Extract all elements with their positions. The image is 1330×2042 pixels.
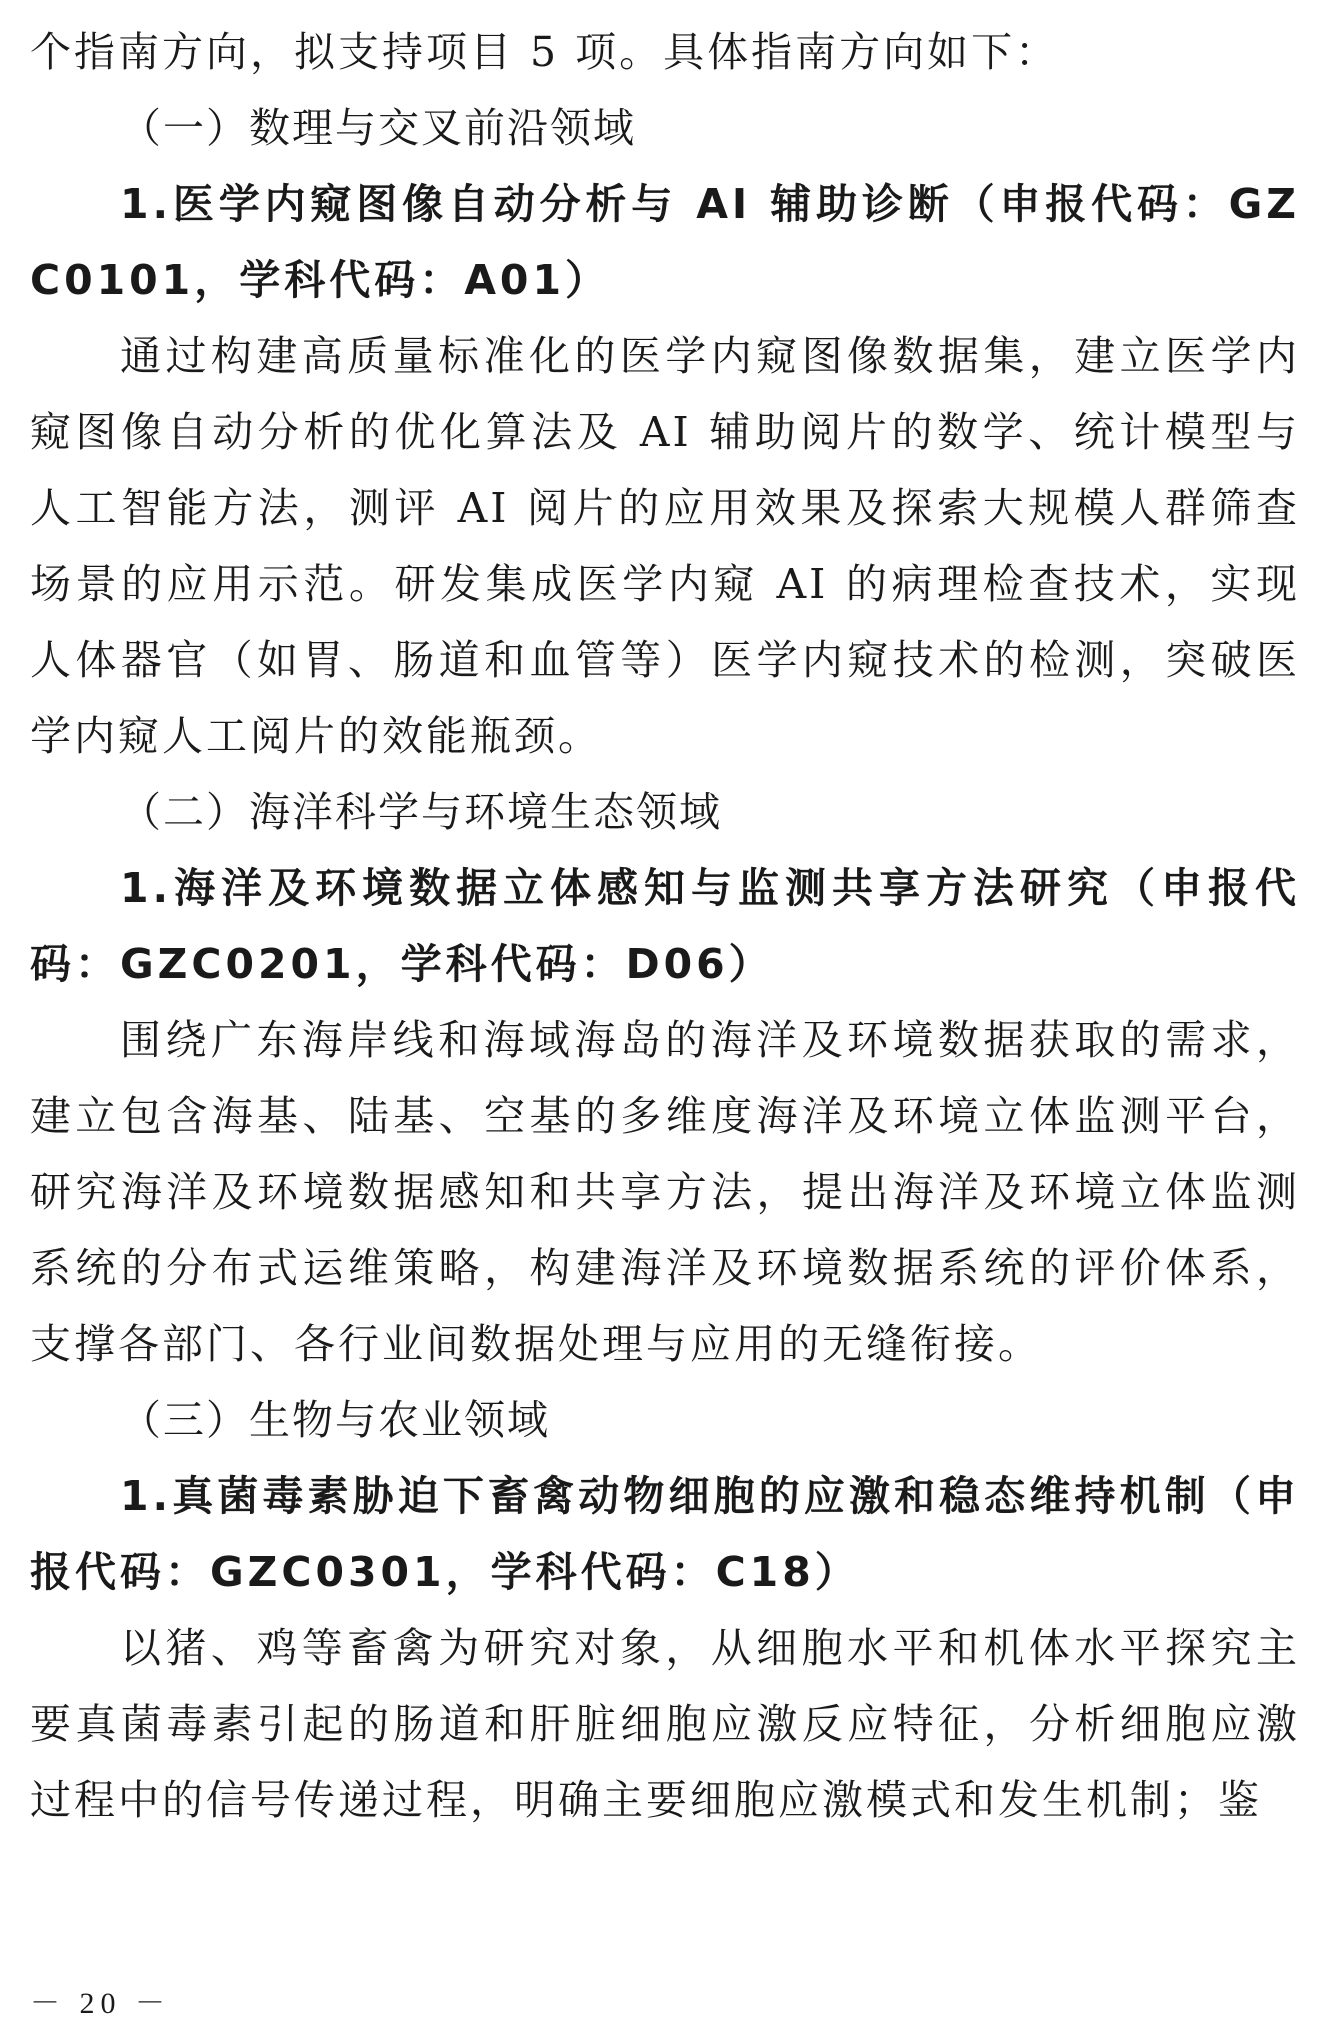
item-heading-1: 1.医学内窥图像自动分析与 AI 辅助诊断（申报代码：GZC0101，学科代码：A01） xyxy=(30,180,1300,304)
section-title-2: （二）海洋科学与环境生态领域 xyxy=(120,788,722,836)
item-body-3: 以猪、鸡等畜禽为研究对象，从细胞水平和机体水平探究主要真菌毒素引起的肠道和肝脏细胞应激反应特征，分析细胞应激过程中的信号传递过程，明确主要细胞应激模式和发生机制；鉴 xyxy=(30,1624,1300,1824)
section-title-1: （一）数理与交叉前沿领域 xyxy=(120,104,636,152)
item-heading-2: 1.海洋及环境数据立体感知与监测共享方法研究（申报代码：GZC0201，学科代码：D06） xyxy=(30,864,1300,988)
item-body-2: 围绕广东海岸线和海域海岛的海洋及环境数据获取的需求，建立包含海基、陆基、空基的多维度海洋及环境立体监测平台，研究海洋及环境数据感知和共享方法，提出海洋及环境立体监测系统的分布式运维策略，构建海洋及环境数据系统的评价体系，支撑各部门、各行业间数据处理与应用的无缝衔接。 xyxy=(30,1016,1300,1368)
item-body-1: 通过构建高质量标准化的医学内窥图像数据集，建立医学内窥图像自动分析的优化算法及 AI 辅助阅片的数学、统计模型与人工智能方法，测评 AI 阅片的应用效果及探索大规模人群筛查场景的应用示范。研发集成医学内窥 AI 的病理检查技术，实现人体器官（如胃、肠道和血管等）医学内窥技术的检测，突破医学内窥人工阅片的效能瓶颈。 xyxy=(30,332,1300,760)
section-title-3: （三）生物与农业领域 xyxy=(120,1396,550,1444)
intro-paragraph: 个指南方向，拟支持项目 5 项。具体指南方向如下： xyxy=(30,28,1060,76)
item-heading-3: 1.真菌毒素胁迫下畜禽动物细胞的应激和稳态维持机制（申报代码：GZC0301，学科代码：C18） xyxy=(30,1472,1300,1596)
document-body xyxy=(30,14,1300,1838)
page-number: － 20 － xyxy=(30,1987,171,2020)
